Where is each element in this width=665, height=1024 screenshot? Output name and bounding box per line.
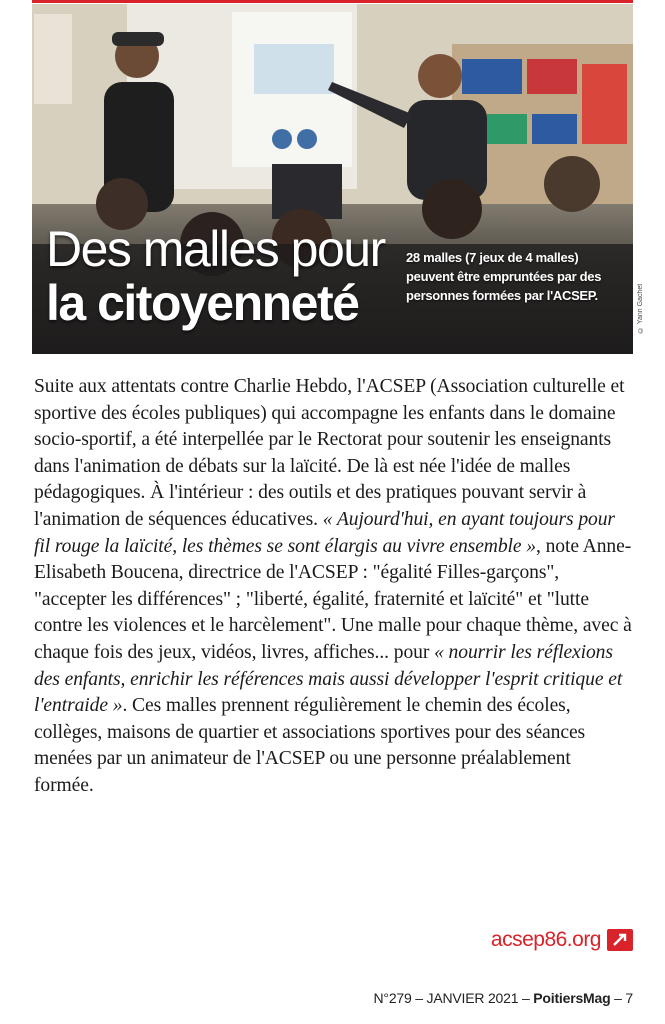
article-paragraph-3: . Ces malles prennent régulièrement le chemin des écoles, collèges, maisons de quartier et associations sportives pour des séances menées par un animateur de l'ACSEP ou une personne préalablement formée. bbox=[34, 695, 586, 796]
page-footer bbox=[374, 990, 633, 1006]
website-link[interactable] bbox=[491, 924, 633, 956]
article-paragraph-1: Suite aux attentats contre Charlie Hebdo, l'ACSEP (Association culturelle et sportive des écoles publiques) qui accompagne les enfants dans le domaine socio-sportif, a été interpellée par le Rectorat pour soutenir les enseignants dans l'animation de débats sur la laïcité. De là est née l'idée de malles pédagogiques. À l'intérieur : des outils et des pratiques pouvant servir à l'animation de séquences éducatives. bbox=[34, 376, 625, 530]
website-link-text[interactable]: acsep86.org bbox=[490, 928, 601, 951]
footer-page-number: – 7 bbox=[610, 990, 633, 1006]
article-quote-2: « nourrir les réflexions des enfants, enrichir les références mais aussi développer l'esprit critique et l'entraide » bbox=[34, 641, 623, 717]
photo-headline bbox=[46, 222, 385, 330]
article-body bbox=[34, 374, 634, 800]
article-quote-1: « Aujourd'hui, en ayant toujours pour fil rouge la laïcité, les thèmes se sont élargis au vivre ensemble » bbox=[34, 508, 615, 557]
headline-line-2: la citoyenneté bbox=[46, 275, 359, 331]
top-red-rule bbox=[32, 0, 633, 3]
headline-line-1: Des malles pour bbox=[46, 221, 385, 277]
footer-issue: N°279 – JANVIER 2021 – bbox=[373, 990, 534, 1006]
footer-magazine-name: PoitiersMag bbox=[533, 990, 611, 1006]
article-paragraph-2: , note Anne-Elisabeth Boucena, directrice de l'ACSEP : "égalité Filles-garçons", "accepter les différences" ; "liberté, égalité, fraternité et laïcité" et "lutte contre les violences et le harcèlement". Une malle pour chaque thème, avec à chaque fois des jeux, vidéos, livres, affiches... pour bbox=[34, 535, 632, 663]
photo-credit: © Yann Gachet bbox=[637, 283, 644, 333]
photo-caption: 28 malles (7 jeux de 4 malles) peuvent être empruntées par des personnes formées par l'ACSEP. bbox=[406, 250, 602, 303]
classroom-photo bbox=[32, 4, 633, 354]
external-link-icon[interactable] bbox=[607, 929, 633, 951]
